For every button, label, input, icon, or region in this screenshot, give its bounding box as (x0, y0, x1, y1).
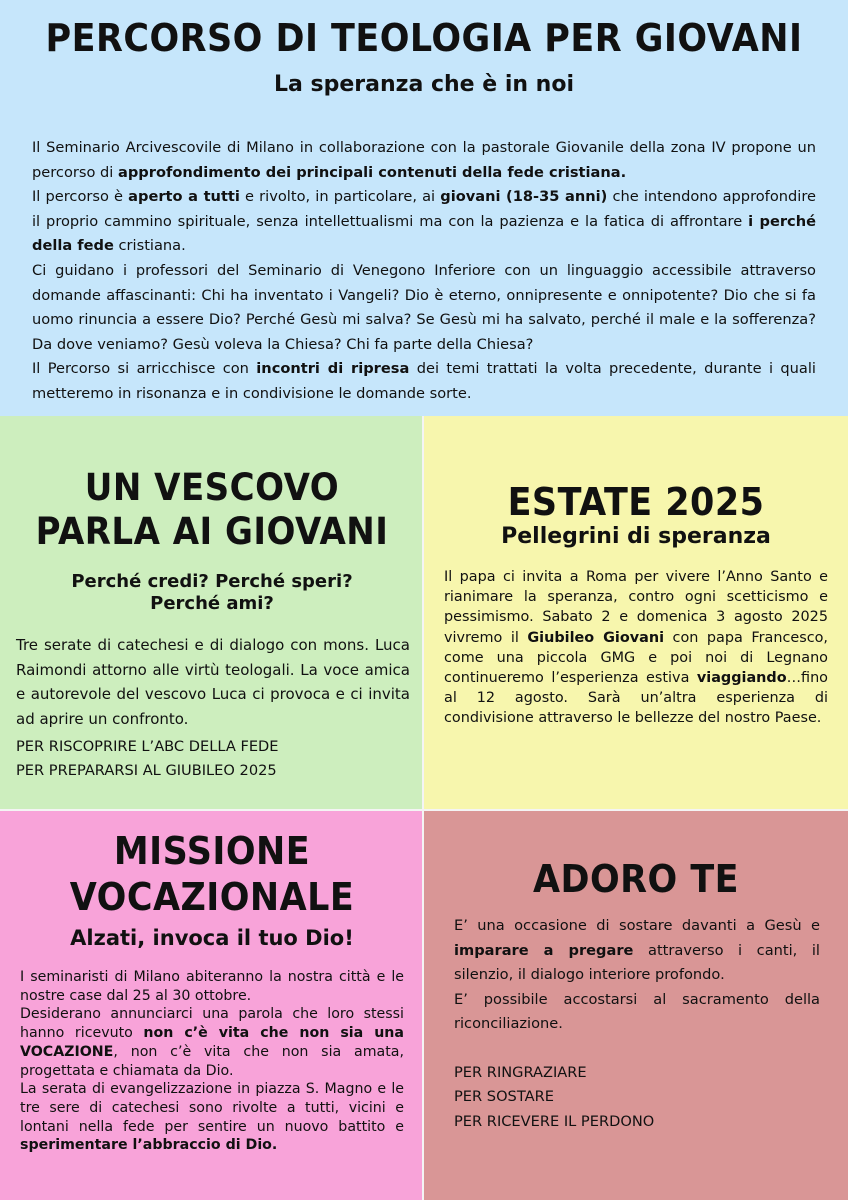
intro-paragraph: Il percorso è aperto a tutti e rivolto, in particolare, ai giovani (18-35 anni) che intendono approfondire il proprio cammino spirituale, senza intellettualismi ma con la pazienza e la fatica di affrontare i perché della fede cristiana. (32, 188, 816, 255)
vescovo-subtitle: Perché credi? Perché speri? Perché ami? (71, 571, 353, 614)
adoro-caption: PER SOSTARE (454, 1088, 554, 1105)
adoro-body: E’ una occasione di sostare davanti a Gesù e imparare a pregare attraverso i canti, il silenzio, il dialogo interiore profondo. E’ possibile accostarsi al sacramento della riconciliazione. (454, 917, 820, 1033)
missione-subtitle: Alzati, invoca il tuo Dio! (70, 926, 354, 950)
intro-section (0, 0, 848, 416)
page-title: PERCORSO DI TEOLOGIA PER GIOVANI (45, 16, 803, 60)
estate-title: ESTATE 2025 (507, 480, 765, 524)
vescovo-caption: PER RISCOPRIRE L’ABC DELLA FEDE (16, 738, 279, 755)
adoro-title: ADORO TE (532, 857, 740, 901)
intro-paragraph: Il Seminario Arcivescovile di Milano in collaborazione con la pastorale Giovanile della zona IV propone un percorso di approfondimento dei principali contenuti della fede cristiana. (32, 139, 816, 181)
estate-section (424, 416, 848, 810)
adoro-caption: PER RICEVERE IL PERDONO (454, 1113, 655, 1130)
intro-text (32, 136, 816, 407)
horizontal-divider (0, 809, 848, 811)
vertical-divider (422, 416, 424, 1200)
intro-paragraph: Ci guidano i professori del Seminario di Venegono Inferiore con un linguaggio accessibile attraverso domande affascinanti: Chi ha inventato i Vangeli? Dio è eterno, onnipresente e onnipotente? Dio che si fa uomo rinuncia a essere Dio? Perché Gesù mi salva? Se Gesù mi ha salvato, perché il male e la sofferenza? Da dove veniamo? Gesù voleva la Chiesa? Chi fa parte della Chiesa? (32, 261, 816, 353)
estate-subtitle: Pellegrini di speranza (501, 524, 771, 549)
adoro-caption: PER RINGRAZIARE (454, 1064, 587, 1081)
page-subtitle: La speranza che è in noi (274, 72, 574, 97)
estate-body: Il papa ci invita a Roma per vivere l’Anno Santo e rianimare la speranza, contro ogni scetticismo e pessimismo. Sabato 2 e domenica 3 agosto 2025 vivremo il Giubileo Giovani con papa Francesco, come una piccola GMG e poi noi di Legnano continueremo l’esperienza estiva viaggiando…fino al 12 agosto. Sarà un’altra esperienza di condivisione attraverso le bellezze del nostro Paese. (444, 569, 828, 727)
vescovo-body: Tre serate di catechesi e di dialogo con mons. Luca Raimondi attorno alle virtù teologali. La voce amica e autorevole del vescovo Luca ci provoca e ci invita ad aprire un confronto. (16, 636, 410, 728)
vescovo-caption: PER PREPARARSI AL GIUBILEO 2025 (16, 762, 277, 779)
missione-body: I seminaristi di Milano abiteranno la nostra città e le nostre case dal 25 al 30 ottobre. Desiderano annunciarci una parola che loro stessi hanno ricevuto non c’è vita che non sia una VOCAZIONE, non c’è vita che non sia amata, progettata e chiamata da Dio. La serata di evangelizzazione in piazza S. Magno e le tre sere di catechesi sono rivolte a tutti, vicini e lontani nella fede per sentire un nuovo battito e sperimentare l’abbraccio di Dio. (20, 969, 404, 1154)
missione-section (0, 810, 424, 1200)
vescovo-section (0, 416, 424, 810)
adoro-section (424, 810, 848, 1200)
missione-title: MISSIONE VOCAZIONALE (69, 829, 355, 919)
intro-paragraph: Il Percorso si arricchisce con incontri di ripresa dei temi trattati la volta precedente, durante i quali metteremo in risonanza e in condivisione le domande sorte. (32, 360, 816, 402)
vescovo-title: UN VESCOVO PARLA AI GIOVANI (35, 466, 389, 553)
